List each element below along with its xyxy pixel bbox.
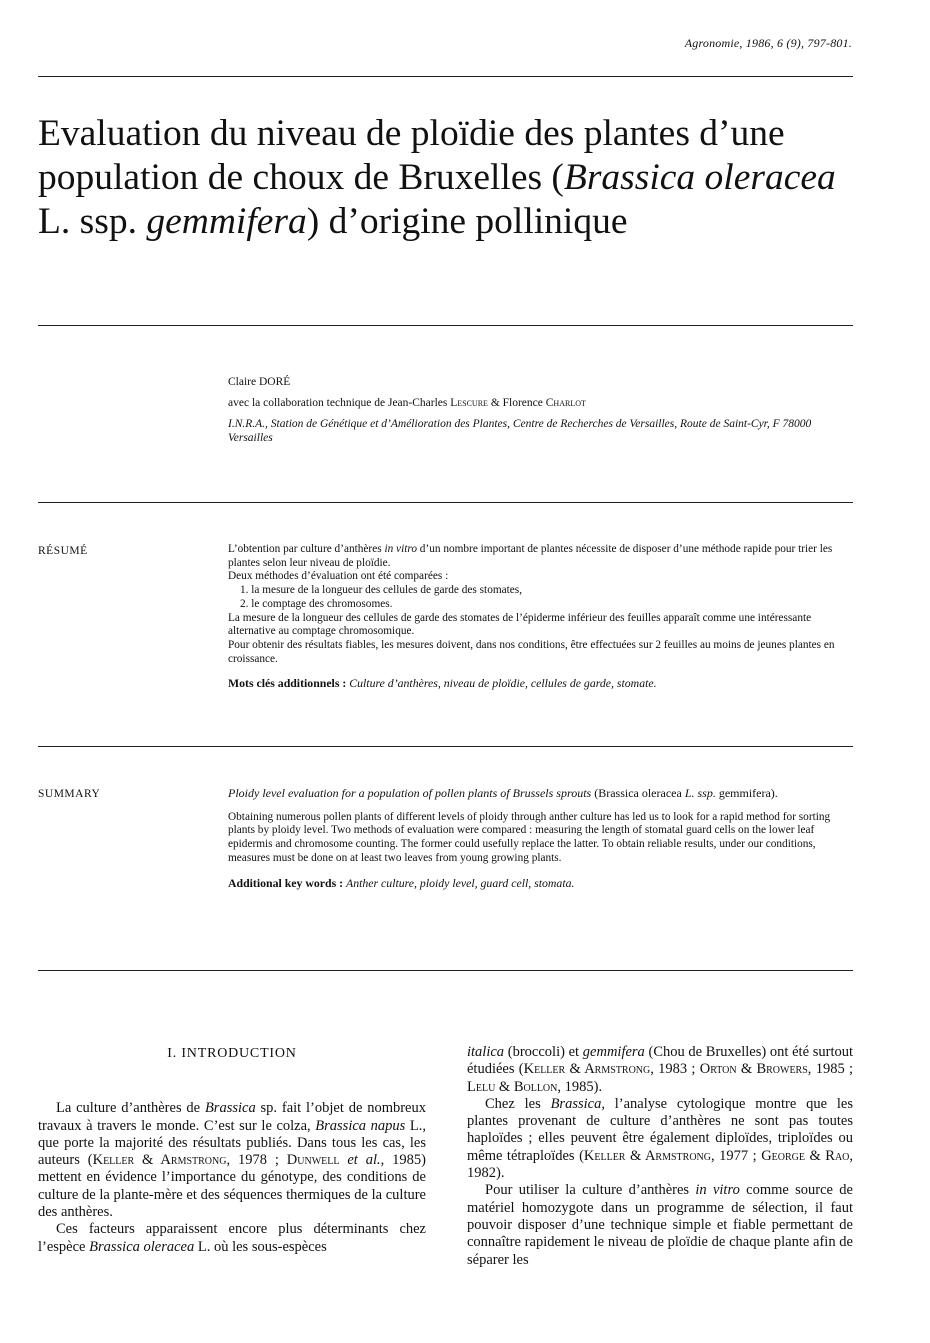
body-text: Chez les bbox=[485, 1095, 551, 1112]
intro-paragraph bbox=[467, 1044, 853, 1096]
intro-paragraph bbox=[467, 1096, 853, 1182]
article-title bbox=[38, 112, 858, 244]
citation: Keller & Armstrong bbox=[523, 1061, 651, 1078]
body-text: , 1977 ; bbox=[711, 1147, 762, 1164]
body-text: , 1983 ; bbox=[650, 1061, 700, 1078]
resume-paragraph: Deux méthodes d’évaluation ont été comparées : bbox=[228, 570, 449, 583]
keywords-label: Additional key words : bbox=[228, 876, 346, 891]
keywords-label: Mots clés additionnels : bbox=[228, 676, 350, 691]
body-text: , 1978 ; bbox=[226, 1152, 287, 1169]
resume-list-item: 2. le comptage des chromosomes. bbox=[240, 597, 393, 610]
body-italic: italica bbox=[467, 1044, 505, 1060]
summary-title-text: (Brassica oleracea bbox=[591, 786, 685, 800]
body-text: sp. fait l’objet de nombreux travaux à travers le monde. C’est sur le colza, bbox=[38, 1100, 426, 1134]
title-rule bbox=[38, 325, 853, 326]
resume-text: L’obtention par culture d’anthères bbox=[228, 543, 385, 555]
summary-body bbox=[228, 786, 856, 891]
body-italic: gemmifera bbox=[582, 1044, 645, 1060]
body-italic: et al. bbox=[339, 1152, 381, 1169]
body-text: , 1985). bbox=[557, 1078, 603, 1095]
resume-rule bbox=[38, 746, 853, 747]
collab-name: Charlot bbox=[545, 397, 586, 409]
keywords-value: Culture d’anthères, niveau de ploïdie, cellules de garde, stomate. bbox=[349, 676, 657, 691]
intro-paragraph bbox=[467, 1182, 853, 1268]
body-text: , 1985 ; bbox=[807, 1061, 853, 1078]
summary-title-italic: L. ssp. bbox=[684, 786, 716, 800]
author-name: Claire DORÉ bbox=[228, 376, 291, 388]
resume-paragraph: Pour obtenir des résultats fiables, les mesures doivent, dans nos conditions, être effectuées sur 2 feuilles au moins de jeunes plantes en croissance. bbox=[228, 638, 835, 665]
body-italic: Brassica bbox=[204, 1100, 256, 1117]
body-text: , 1982). bbox=[467, 1147, 854, 1182]
institution: I.N.R.A., Station de Génétique et d’Amélioration des Plantes, Centre de Recherches de Versailles, Route de Saint-Cyr, F 78000 Versailles bbox=[228, 418, 812, 444]
body-text: L., que porte la majorité des résultats publiés. Dans tous les cas, les auteurs ( bbox=[38, 1117, 426, 1169]
summary-paragraph: Obtaining numerous pollen plants of different levels of ploidy through anther culture has led us to look for a rapid method for sorting plants by ploidy level. Two methods of evaluation were compared : measuring the length of stomatal guard cells on the lower leaf epidermis and chromosome counting. The former could usefully replace the latter. To obtain reliable results, under our conditions, measures must be done on at least two leaves from young growing plants. bbox=[228, 810, 831, 864]
author-block bbox=[228, 375, 858, 451]
summary-title bbox=[228, 786, 856, 802]
left-column bbox=[38, 1045, 426, 1256]
keywords-value: Anther culture, ploidy level, guard cell, stomata. bbox=[346, 876, 575, 891]
section-heading: I. INTRODUCTION bbox=[167, 1046, 297, 1061]
collab-text: & Florence bbox=[487, 397, 546, 409]
title-italic: gemmifera bbox=[146, 201, 307, 242]
journal-reference: Agronomie, 1986, 6 (9), 797-801. bbox=[684, 36, 852, 50]
intro-paragraph bbox=[38, 1100, 426, 1221]
citation: Orton & Browers bbox=[699, 1061, 808, 1078]
resume-italic: in vitro bbox=[384, 543, 417, 555]
authors-rule bbox=[38, 502, 853, 503]
right-column bbox=[467, 1044, 853, 1269]
body-text: comme source de matériel homozygote dans un programme de sélection, il faut pouvoir disposer d’une technique simple et fiable permettant de connaître rapidement le niveau de ploïdie de chaque plante afin de séparer les bbox=[467, 1182, 853, 1268]
summary-title-text: gemmifera). bbox=[715, 786, 778, 800]
body-text: Ces facteurs apparaissent encore plus déterminants chez l’espèce bbox=[38, 1221, 426, 1255]
citation: Lelu & Bollon bbox=[467, 1078, 558, 1095]
resume-keywords bbox=[228, 677, 856, 691]
summary-label: SUMMARY bbox=[38, 788, 101, 800]
citation: Keller & Armstrong bbox=[583, 1147, 712, 1164]
body-italic: in vitro bbox=[695, 1182, 740, 1199]
citation: George & Rao bbox=[761, 1147, 850, 1164]
resume-paragraph bbox=[228, 543, 856, 570]
body-text: La culture d’anthères de bbox=[56, 1100, 205, 1117]
citation: Keller & Armstrong bbox=[92, 1152, 227, 1169]
body-text: l’analyse cytologique montre que les plantes provenant de culture d’anthères ne sont pas toutes haploïdes ; elles peuvent être également diploïdes, triploïdes ou même tétraploïdes ( bbox=[467, 1095, 853, 1164]
title-italic: Brassica oleracea bbox=[563, 157, 836, 198]
summary-rule bbox=[38, 970, 853, 971]
body-text: (broccoli) et bbox=[504, 1044, 583, 1060]
title-part: ) d’origine pollinique bbox=[306, 201, 628, 242]
resume-label: RÉSUMÉ bbox=[38, 545, 88, 557]
top-rule bbox=[38, 76, 853, 77]
collab-name: Lescure bbox=[450, 397, 488, 409]
summary-keywords bbox=[228, 877, 856, 891]
resume-paragraph: La mesure de la longueur des cellules de garde des stomates de l’épiderme inférieur des feuilles apparaît comme une intéressante alternative au comptage chromosomique. bbox=[228, 611, 812, 638]
collaborators bbox=[228, 396, 858, 411]
intro-paragraph bbox=[38, 1221, 426, 1256]
body-text: Pour utiliser la culture d’anthères bbox=[485, 1182, 696, 1199]
title-part: Evaluation du niveau de ploïdie des plantes d’une population de choux de Bruxelles ( bbox=[38, 113, 785, 198]
citation: Dunwell bbox=[286, 1152, 340, 1169]
body-text: (Chou de Bruxelles) ont été surtout étudiées ( bbox=[467, 1044, 853, 1078]
summary-title-italic: Ploidy level evaluation for a population of pollen plants of Brussels sprouts bbox=[228, 786, 592, 800]
body-text: , 1985) mettent en évidence l’importance du génotype, des conditions de culture de la plante-mère et des séquences thermiques de la culture des anthères. bbox=[38, 1152, 426, 1221]
body-italic: Brassica napus bbox=[315, 1117, 406, 1134]
title-part: L. ssp. bbox=[38, 201, 147, 242]
resume-text: d’un nombre important de plantes nécessite de disposer d’une méthode rapide pour trier les plantes selon leur niveau de ploïdie. bbox=[228, 543, 833, 569]
collab-text: avec la collaboration technique de Jean-Charles bbox=[228, 397, 451, 409]
resume-body bbox=[228, 543, 856, 691]
body-text: L. où les sous-espèces bbox=[194, 1238, 327, 1255]
body-italic: Brassica oleracea bbox=[89, 1238, 195, 1255]
resume-list-item: 1. la mesure de la longueur des cellules de garde des stomates, bbox=[240, 584, 523, 597]
body-italic: Brassica, bbox=[550, 1095, 605, 1112]
